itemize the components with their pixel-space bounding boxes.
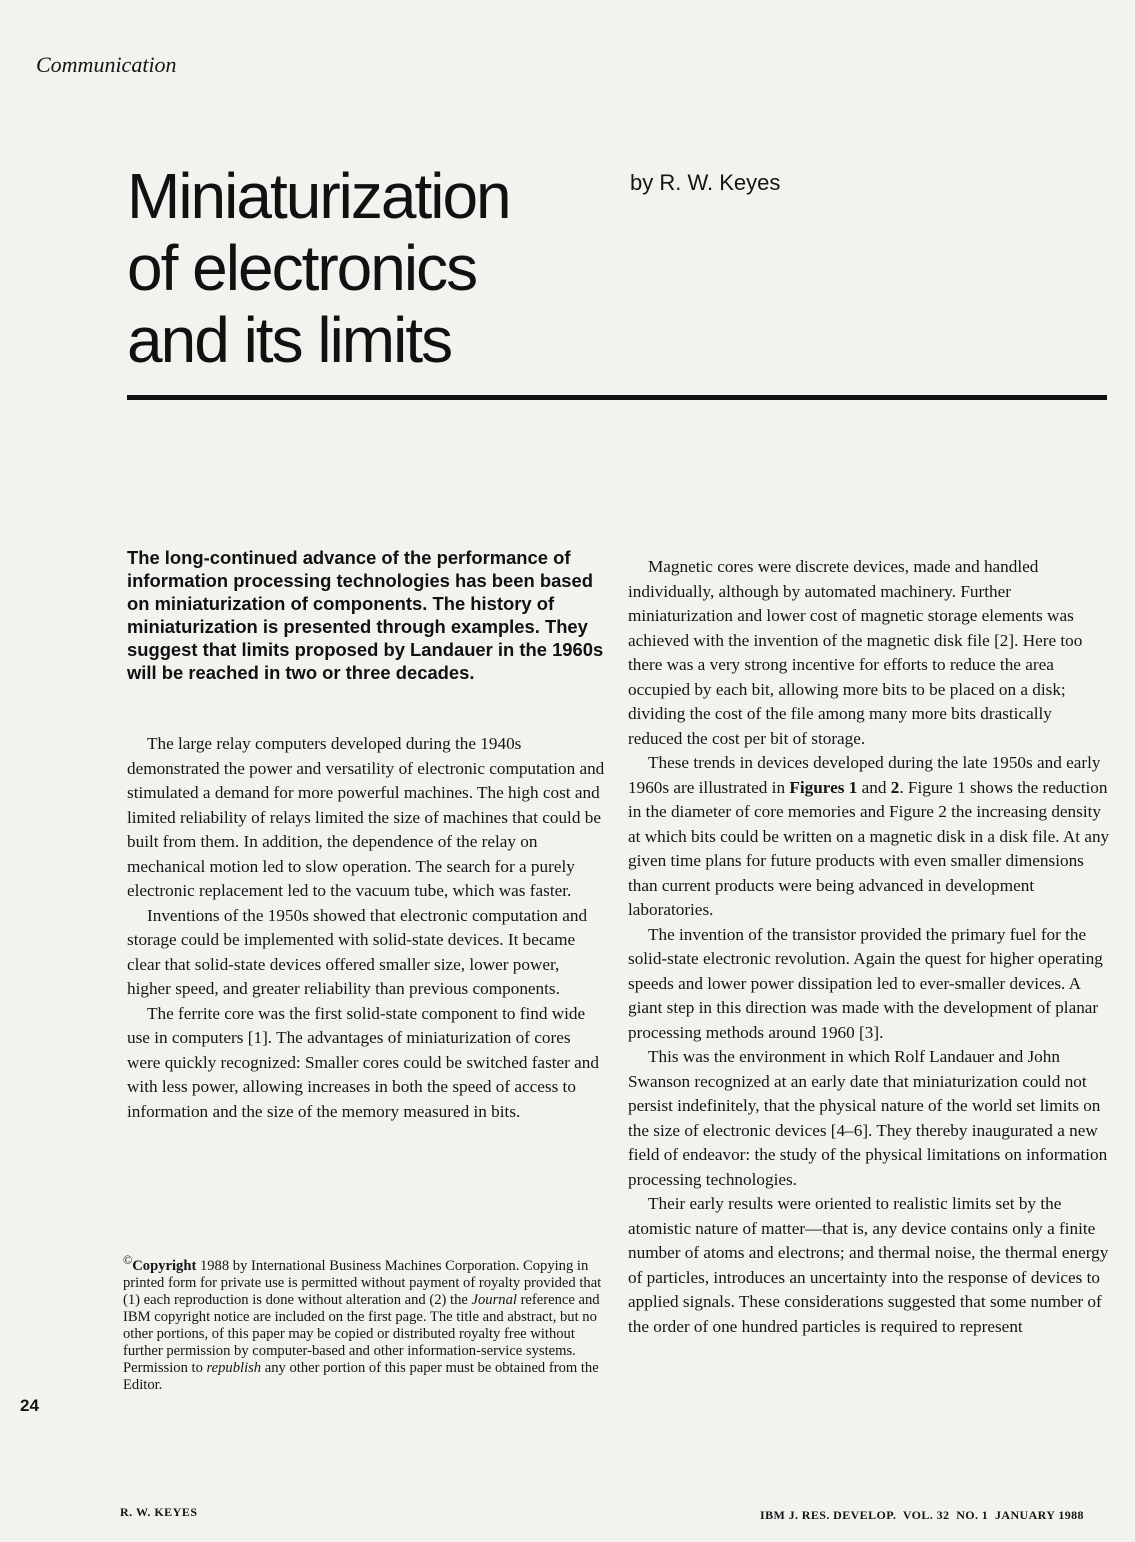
body-paragraph: The large relay computers developed during the 1940s demonstrated the power and versatility of electronic computation and stimulated a demand for more powerful machines. The high cost and limited reliability of relays limited the size of machines that could be built from them. In addition, the dependence of the relay on mechanical motion led to slow operation. The search for a purely electronic replacement led to the vacuum tube, which was faster. [127,734,605,900]
footer-author: R. W. KEYES [120,1505,198,1519]
body-paragraph: Inventions of the 1950s showed that electronic computation and storage could be implemented with solid-state devices. It became clear that solid-state devices offered smaller size, lower power, higher speed, and greater reliability than previous components. [127,905,588,998]
body-paragraph: This was the environment in which Rolf Landauer and John Swanson recognized at an early date that miniaturization could not persist indefinitely, that the physical nature of the world set limits on the size of electronic devices [4–6]. They thereby inaugurated a new field of endeavor: the study of the physical limitations on information processing technologies. [628,1047,1108,1189]
title-rule [127,395,1107,400]
paragraph-text: These trends in devices developed during the late 1950s and early 1960s are illustrated in [628,753,1101,797]
abstract: The long-continued advance of the performance of information processing technologies has been based on miniaturization of components. The history of miniaturization is presented through examples. They suggest that limits proposed by Landauer in the 1960s will be reached in two or three decades. [127,547,604,683]
figure-reference: 2 [890,777,900,797]
paragraph-text: . Figure 1 shows the reduction in the diameter of core memories and Figure 2 the increasing density at which bits could be written on a magnetic disk in a disk file. At any given time plans for future products with even smaller dimensions than current products were being advanced in development laboratories. [628,777,1110,919]
body-paragraph [628,751,1110,923]
paragraph-text: and [857,777,891,797]
title-line-1: Miniaturization [127,160,510,232]
article-title [127,160,597,376]
body-paragraph: Magnetic cores were discrete devices, made and handled individually, although by automated machinery. Further miniaturization and lower cost of magnetic storage elements was achieved with the invention of the magnetic disk file [2]. Here too there was a very strong incentive for efforts to reduce the area occupied by each bit, allowing more bits to be placed on a disk; dividing the cost of the file among many more bits drastically reduced the cost per bit of storage. [628,557,1083,748]
copyright-text: any other portion of this paper must be obtained from the Editor. [123,1359,599,1393]
title-line-3: and its limits [127,304,452,376]
body-paragraph: The invention of the transistor provided the primary fuel for the solid-state electronic revolution. Again the quest for higher operating speeds and lower power dissipation led to ever-smaller devices. A giant step in this direction was made with the development of planar processing methods around 1960 [3]. [628,924,1103,1042]
figure-reference: Figures 1 [789,777,858,797]
copyright-lead: Copyright [132,1257,197,1274]
body-paragraph: Their early results were oriented to realistic limits set by the atomistic nature of matter—that is, any device contains only a finite number of atoms and electrons; and thermal noise, the thermal energy of particles, introduces an uncertainty into the response of devices to applied signals. These considerations suggested that some number of the order of one hundred particles is required to represent [628,1194,1109,1336]
section-label: Communication [36,52,177,77]
republish-word: republish [206,1359,262,1376]
copyright-symbol: © [123,1253,133,1267]
left-column [127,732,605,1124]
copyright-text: reference and IBM copyright notice are included on the first page. The title and abstract, but no other portions, of this paper may be copied or distributed royalty free without further permission by computer-based and other information-service systems. Permission to [123,1291,600,1376]
copyright-text: 1988 by International Business Machines Corporation. Copying in printed form for private use is permitted without payment of royalty provided that (1) each reproduction is done without alteration and (2) the [123,1257,602,1308]
byline: by R. W. Keyes [630,170,781,195]
title-line-2: of electronics [127,232,477,304]
copyright-notice [123,1252,611,1394]
right-column [628,555,1110,1339]
body-paragraph: The ferrite core was the first solid-state component to find wide use in computers [1]. The advantages of miniaturization of cores were quickly recognized: Smaller cores could be switched faster and with less power, allowing increases in both the speed of access to information and the size of the memory measured in bits. [127,1003,599,1121]
footer-journal: IBM J. RES. DEVELOP. VOL. 32 NO. 1 JANUARY 1988 [760,1508,1084,1522]
page-number: 24 [20,1396,39,1415]
journal-word: Journal [471,1291,517,1308]
